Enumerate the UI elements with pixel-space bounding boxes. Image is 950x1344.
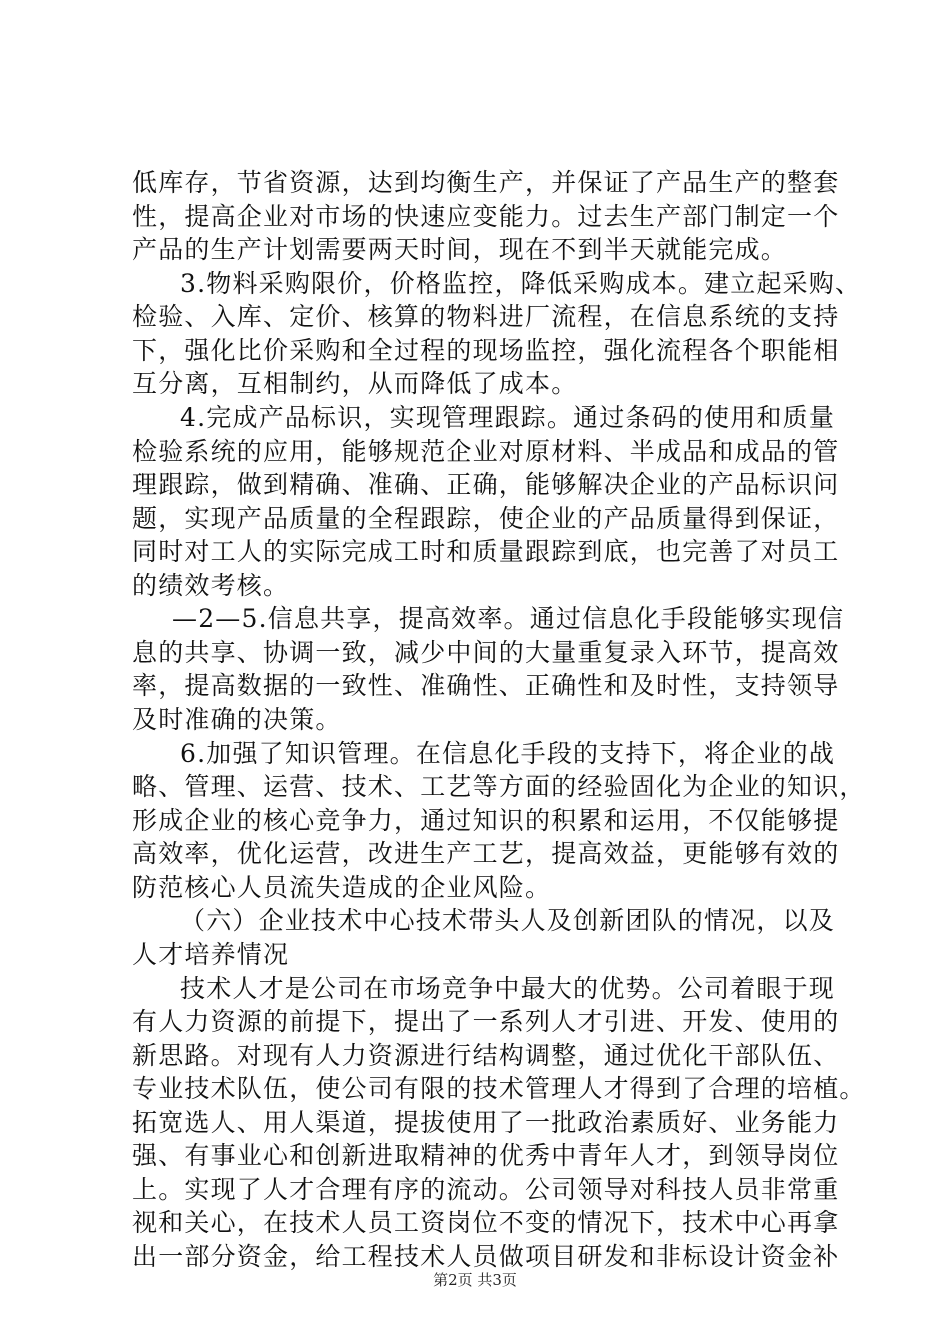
- body-line-25: 技术人才是公司在市场竞争中最大的优势。公司着眼于现: [180, 974, 836, 1003]
- body-line-4: 3.物料采购限价，价格监控，降低采购成本。建立起采购、: [180, 269, 862, 298]
- body-line-33: 出一部分资金，给工程技术人员做项目研发和非标设计资金补: [132, 1242, 840, 1271]
- body-line-28: 专业技术队伍，使公司有限的技术管理人才得到了合理的培植。: [132, 1074, 866, 1103]
- body-line-30: 强、有事业心和创新进取精神的优秀中青年人才，到领导岗位: [132, 1141, 840, 1170]
- body-line-12: 同时对工人的实际完成工时和质量跟踪到底，也完善了对员工: [132, 537, 840, 566]
- body-line-31: 上。实现了人才合理有序的流动。公司领导对科技人员非常重: [132, 1175, 840, 1204]
- body-line-13: 的绩效考核。: [132, 571, 290, 600]
- body-line-7: 互分离，互相制约，从而降低了成本。: [132, 369, 578, 398]
- body-line-20: 形成企业的核心竞争力，通过知识的积累和运用，不仅能够提: [132, 806, 840, 835]
- body-line-21: 高效率，优化运营，改进生产工艺，提高效益，更能够有效的: [132, 839, 840, 868]
- body-line-14: —2—5.信息共享，提高效率。通过信息化手段能够实现信: [172, 604, 845, 633]
- section-heading-line-2: 人才培养情况: [132, 940, 290, 969]
- body-line-19: 略、管理、运营、技术、工艺等方面的经验固化为企业的知识，: [132, 772, 866, 801]
- body-line-27: 新思路。对现有人力资源进行结构调整，通过优化干部队伍、: [132, 1041, 840, 1070]
- body-line-22: 防范核心人员流失造成的企业风险。: [132, 873, 552, 902]
- body-line-1: 低库存，节省资源，达到均衡生产，并保证了产品生产的整套: [132, 168, 840, 197]
- body-line-11: 题，实现产品质量的全程跟踪，使企业的产品质量得到保证，: [132, 504, 840, 533]
- body-line-18: 6.加强了知识管理。在信息化手段的支持下，将企业的战: [180, 739, 836, 768]
- body-line-2: 性，提高企业对市场的快速应变能力。过去生产部门制定一个: [132, 202, 840, 231]
- body-line-29: 拓宽选人、用人渠道，提拔使用了一批政治素质好、业务能力: [132, 1108, 840, 1137]
- body-line-15: 息的共享、协调一致，减少中间的大量重复录入环节，提高效: [132, 638, 840, 667]
- body-line-10: 理跟踪，做到精确、准确、正确，能够解决企业的产品标识问: [132, 470, 840, 499]
- body-line-5: 检验、入库、定价、核算的物料进厂流程，在信息系统的支持: [132, 302, 840, 331]
- body-line-17: 及时准确的决策。: [132, 705, 342, 734]
- body-line-26: 有人力资源的前提下，提出了一系列人才引进、开发、使用的: [132, 1007, 840, 1036]
- page-number-footer: 第2页 共3页: [433, 1271, 517, 1289]
- body-line-16: 率，提高数据的一致性、准确性、正确性和及时性，支持领导: [132, 671, 840, 700]
- body-line-9: 检验系统的应用，能够规范企业对原材料、半成品和成品的管: [132, 437, 840, 466]
- body-line-32: 视和关心，在技术人员工资岗位不变的情况下，技术中心再拿: [132, 1208, 840, 1237]
- section-heading-line-1: （六）企业技术中心技术带头人及创新团队的情况，以及: [180, 906, 836, 935]
- body-line-6: 下，强化比价采购和全过程的现场监控，强化流程各个职能相: [132, 336, 840, 365]
- body-line-8: 4.完成产品标识，实现管理跟踪。通过条码的使用和质量: [180, 403, 836, 432]
- body-line-3: 产品的生产计划需要两天时间，现在不到半天就能完成。: [132, 235, 788, 264]
